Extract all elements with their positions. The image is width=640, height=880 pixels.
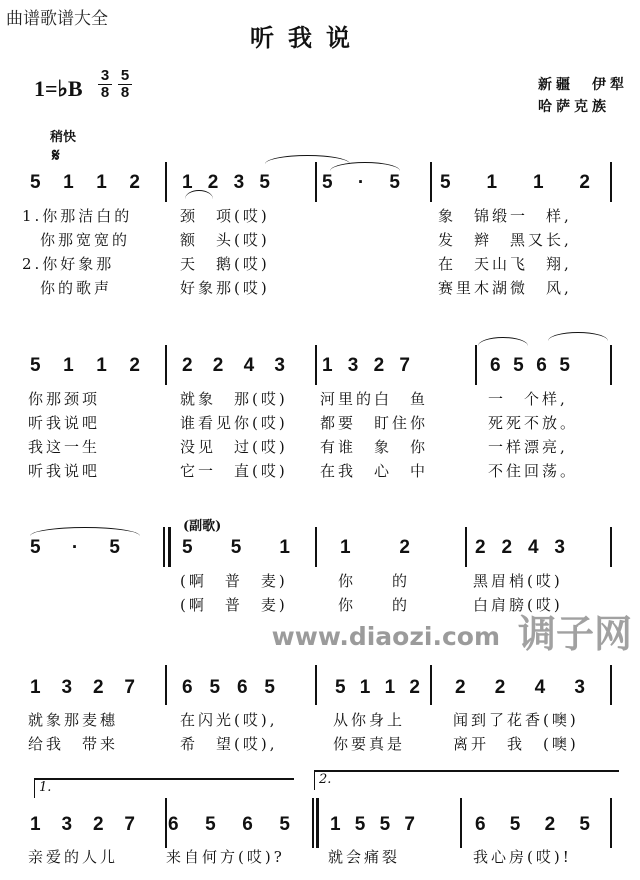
measure-notes <box>490 355 570 377</box>
note: 2 <box>182 355 193 376</box>
note: 6 <box>236 677 248 698</box>
note: 6 <box>475 814 486 835</box>
lyric-line: 听我说吧 <box>28 462 101 480</box>
note: 3 <box>554 537 565 558</box>
note: 1 <box>63 172 74 193</box>
barline <box>430 665 432 705</box>
note: 5 <box>205 814 216 835</box>
slur <box>548 332 608 341</box>
measure-notes <box>335 677 420 699</box>
lyric-line: 你那颈项 <box>28 390 101 408</box>
note: 5 <box>182 537 193 558</box>
note: 1 <box>532 172 544 193</box>
lyric-line: 在闪光(哎), <box>180 711 278 729</box>
note: 2 <box>494 677 506 698</box>
lyric-line: 1.你那洁白的 <box>22 207 133 225</box>
slur <box>330 162 400 171</box>
note: 4 <box>243 355 255 376</box>
note: 5 <box>513 355 524 376</box>
lyric-line: 来自何方(哎)? <box>166 848 285 866</box>
note: 5 <box>322 172 333 193</box>
measure-notes <box>322 172 400 194</box>
repeat-barline <box>316 798 319 848</box>
note: 5 <box>30 355 41 376</box>
segno-icon: 𝄋 <box>52 145 60 166</box>
measure-notes <box>30 537 120 559</box>
barline <box>460 798 462 848</box>
note: · <box>71 537 79 558</box>
lyric-line: 有谁 象 你 <box>320 438 429 456</box>
barline <box>165 162 167 202</box>
note: 1 <box>63 355 74 376</box>
lyric-line: (啊 普 麦) <box>180 596 288 614</box>
tempo-marking: 稍快 <box>50 130 77 145</box>
lyric-line: 额 头(哎) <box>180 231 270 249</box>
lyric-line: 颈 项(哎) <box>180 207 270 225</box>
ts-top: 5 <box>120 67 130 84</box>
origin-region: 新疆 伊犁 <box>538 77 628 93</box>
watermark-url: www.diaozi.com <box>271 622 500 651</box>
note: 5 <box>509 814 521 835</box>
note: 1 <box>96 172 107 193</box>
note: 3 <box>347 355 359 376</box>
ts-bottom: 8 <box>98 84 112 101</box>
measure-notes <box>182 355 285 377</box>
slur <box>30 527 140 536</box>
note: 3 <box>574 677 585 698</box>
barline <box>610 798 612 848</box>
measure-notes <box>30 677 135 699</box>
lyric-line: 河里的白 鱼 <box>320 390 429 408</box>
note: 2 <box>207 172 219 193</box>
measure-notes <box>30 172 140 194</box>
note: 2 <box>92 677 104 698</box>
note: 1 <box>359 677 371 698</box>
note: 6 <box>168 814 179 835</box>
lyric-line: 不住回荡。 <box>488 462 579 480</box>
note: 6 <box>182 677 193 698</box>
measure-notes <box>330 814 415 836</box>
note: 1 <box>182 172 193 193</box>
lyric-line: 就象那麦穗 <box>28 711 119 729</box>
note: 1 <box>30 677 41 698</box>
note: 7 <box>124 677 135 698</box>
slur <box>265 155 350 164</box>
measure-notes <box>340 537 410 559</box>
note: 2 <box>129 172 140 193</box>
lyric-line: 赛里木湖微 风, <box>438 279 572 297</box>
lyric-line: 黑眉梢(哎) <box>473 572 563 590</box>
measure-notes <box>440 172 590 194</box>
time-signature-1 <box>98 68 112 101</box>
key-signature: 1=♭B <box>34 76 83 101</box>
lyric-line: 就象 那(哎) <box>180 390 288 408</box>
note: 5 <box>440 172 451 193</box>
origin-ethnicity: 哈萨克族 <box>538 99 610 115</box>
note: 5 <box>230 537 242 558</box>
lyric-line: 发 辫 黑又长, <box>438 231 572 249</box>
lyric-line: 闻到了花香(噢) <box>453 711 579 729</box>
barline <box>475 345 477 385</box>
lyric-line: 2.你好象那 <box>22 255 115 273</box>
barline <box>163 527 165 567</box>
barline <box>610 527 612 567</box>
slur <box>478 337 528 346</box>
note: 6 <box>536 355 547 376</box>
lyric-line: 我心房(哎)! <box>473 848 572 866</box>
measure-notes <box>455 677 585 699</box>
lyric-line: 它一 直(哎) <box>180 462 288 480</box>
note: 2 <box>455 677 466 698</box>
note: 7 <box>404 814 415 835</box>
lyric-line: 你要真是 <box>333 735 406 753</box>
measure-notes <box>182 677 275 699</box>
lyric-line: 没见 过(哎) <box>180 438 288 456</box>
site-label: 曲谱歌谱大全 <box>6 9 108 29</box>
note: 3 <box>61 814 73 835</box>
note: 5 <box>379 814 391 835</box>
barline <box>315 527 317 567</box>
note: 2 <box>544 814 556 835</box>
note: 5 <box>335 677 346 698</box>
volta-bracket-2: 2. <box>314 770 619 790</box>
barline <box>465 527 467 567</box>
lyric-line: 你那宽宽的 <box>22 231 131 249</box>
lyric-line: 我这一生 <box>28 438 101 456</box>
note: 1 <box>279 537 290 558</box>
note: 5 <box>559 355 570 376</box>
repeat-barline <box>168 527 171 567</box>
note: 1 <box>30 814 41 835</box>
barline <box>315 162 317 202</box>
measure-notes <box>168 814 290 836</box>
lyric-line: 你的歌声 <box>22 279 113 297</box>
lyric-line: 亲爱的人儿 <box>28 848 119 866</box>
watermark-logo: 调子网 <box>517 612 632 656</box>
lyric-line: 一样漂亮, <box>488 438 568 456</box>
lyric-line: (啊 普 麦) <box>180 572 288 590</box>
lyric-line: 都要 盯住你 <box>320 414 429 432</box>
chorus-label: (副歌) <box>183 519 222 534</box>
note: · <box>357 172 365 193</box>
lyric-line: 一 个样, <box>488 390 568 408</box>
lyric-line: 听我说吧 <box>28 414 101 432</box>
note: 7 <box>399 355 410 376</box>
note: 3 <box>61 677 73 698</box>
lyric-line: 从你身上 <box>333 711 406 729</box>
barline <box>610 665 612 705</box>
measure-notes <box>322 355 410 377</box>
time-signature-2 <box>118 68 132 101</box>
ts-top: 3 <box>100 67 110 84</box>
measure-notes <box>475 814 590 836</box>
measure-notes <box>30 355 140 377</box>
lyric-line: 离开 我 (噢) <box>453 735 579 753</box>
note: 2 <box>92 814 104 835</box>
note: 1 <box>330 814 341 835</box>
lyric-line: 希 望(哎), <box>180 735 278 753</box>
barline <box>165 665 167 705</box>
note: 7 <box>124 814 135 835</box>
measure-notes <box>30 814 135 836</box>
song-title: 听我说 <box>250 23 364 52</box>
barline <box>165 345 167 385</box>
barline <box>315 345 317 385</box>
note: 5 <box>279 814 290 835</box>
barline <box>610 162 612 202</box>
note: 2 <box>475 537 486 558</box>
lyric-line: 白肩膀(哎) <box>473 596 563 614</box>
lyric-line: 谁看见你(哎) <box>180 414 288 432</box>
lyric-line: 你 的 <box>338 572 411 590</box>
barline <box>315 665 317 705</box>
lyric-line: 在我 心 中 <box>320 462 429 480</box>
note: 5 <box>209 677 221 698</box>
note: 2 <box>212 355 224 376</box>
note: 5 <box>579 814 590 835</box>
lyric-line: 好象那(哎) <box>180 279 270 297</box>
lyric-line: 死死不放。 <box>488 414 579 432</box>
note: 3 <box>233 172 245 193</box>
note: 2 <box>129 355 140 376</box>
lyric-line: 就会痛裂 <box>328 848 401 866</box>
lyric-line: 天 鹅(哎) <box>180 255 270 273</box>
note: 2 <box>409 677 420 698</box>
barline <box>430 162 432 202</box>
note: 2 <box>501 537 513 558</box>
measure-notes <box>475 537 565 559</box>
lyric-line: 你 的 <box>338 596 411 614</box>
note: 5 <box>30 537 41 558</box>
note: 1 <box>322 355 333 376</box>
note: 1 <box>486 172 498 193</box>
barline <box>165 798 167 848</box>
note: 5 <box>264 677 275 698</box>
measure-notes <box>182 537 290 559</box>
note: 4 <box>534 677 546 698</box>
lyric-line: 给我 带来 <box>28 735 119 753</box>
barline <box>312 798 314 848</box>
ts-bottom: 8 <box>118 84 132 101</box>
barline <box>610 345 612 385</box>
note: 2 <box>373 355 385 376</box>
note: 2 <box>579 172 590 193</box>
note: 5 <box>30 172 41 193</box>
lyric-line: 象 锦缎一 样, <box>438 207 572 225</box>
note: 5 <box>259 172 270 193</box>
note: 5 <box>354 814 366 835</box>
note: 2 <box>399 537 410 558</box>
note: 6 <box>242 814 253 835</box>
note: 5 <box>109 537 120 558</box>
note: 3 <box>274 355 285 376</box>
note: 5 <box>389 172 400 193</box>
volta-bracket-1: 1. <box>34 778 294 798</box>
note: 1 <box>340 537 351 558</box>
lyric-line: 在 天山飞 翔, <box>438 255 572 273</box>
note: 1 <box>96 355 107 376</box>
note: 6 <box>490 355 501 376</box>
note: 4 <box>527 537 539 558</box>
note: 1 <box>384 677 396 698</box>
